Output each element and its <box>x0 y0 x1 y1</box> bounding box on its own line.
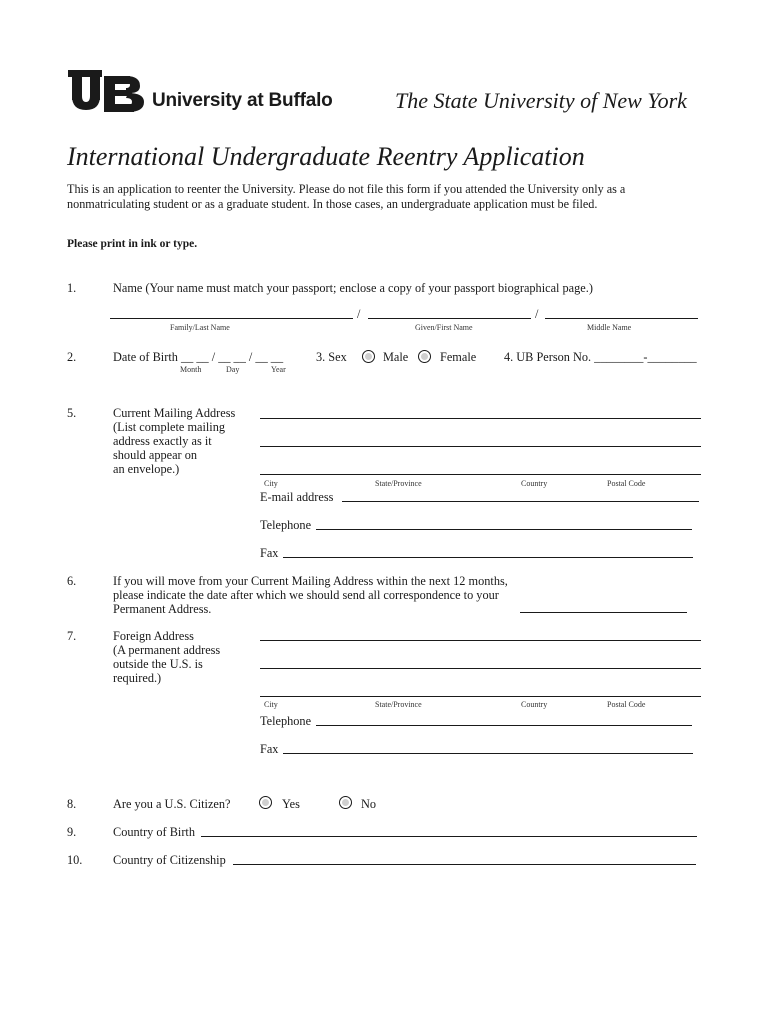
mailing-country-caption: Country <box>521 479 548 488</box>
q2-number: 2. <box>67 350 77 364</box>
foreign-state-caption: State/Province <box>375 700 422 709</box>
q7-number: 7. <box>67 629 77 643</box>
q5-label-line-1: Current Mailing Address <box>113 406 236 420</box>
intro-text <box>67 182 707 212</box>
q1-number: 1. <box>67 281 77 295</box>
q7-label <box>113 629 220 685</box>
q5-label <box>113 406 235 476</box>
given-name-field[interactable] <box>368 318 531 319</box>
university-subtitle: The State University of New York <box>395 88 687 113</box>
q8-number: 8. <box>67 797 77 811</box>
mailing-telephone-field[interactable] <box>316 529 692 530</box>
email-label: E-mail address <box>260 490 334 504</box>
name-separator-1: / <box>357 307 361 321</box>
mailing-fax-label: Fax <box>260 546 279 560</box>
foreign-city-caption: City <box>264 700 278 709</box>
mailing-address-line-1[interactable] <box>260 418 701 419</box>
foreign-address-line-2[interactable] <box>260 668 701 669</box>
mailing-postal-caption: Postal Code <box>607 479 646 488</box>
foreign-address-line-3[interactable] <box>260 696 701 697</box>
page-title: International Undergraduate Reentry Application <box>67 142 585 171</box>
mailing-telephone-label: Telephone <box>260 518 312 532</box>
foreign-country-caption: Country <box>521 700 548 709</box>
q6-number: 6. <box>67 574 77 588</box>
ub-logo <box>68 70 144 112</box>
family-name-caption: Family/Last Name <box>170 323 230 332</box>
foreign-address-line-1[interactable] <box>260 640 701 641</box>
sex-male-label: Male <box>383 350 409 364</box>
q5-label-line-5: an envelope.) <box>113 462 180 476</box>
q7-label-line-3: outside the U.S. is <box>113 657 203 671</box>
foreign-telephone-field[interactable] <box>316 725 692 726</box>
dob-year-caption: Year <box>271 365 286 374</box>
foreign-postal-caption: Postal Code <box>607 700 646 709</box>
family-name-field[interactable] <box>110 318 353 319</box>
dob-month-caption: Month <box>180 365 202 374</box>
name-separator-2: / <box>535 307 539 321</box>
mailing-state-caption: State/Province <box>375 479 422 488</box>
middle-name-field[interactable] <box>545 318 698 319</box>
q7-label-line-4: required.) <box>113 671 162 685</box>
q9-number: 9. <box>67 825 77 839</box>
q3-sex-label: 3. Sex <box>316 350 347 364</box>
mailing-address-line-3[interactable] <box>260 474 701 475</box>
sex-female-label: Female <box>440 350 477 364</box>
sex-male-radio[interactable] <box>362 350 375 363</box>
ub-person-number-field[interactable]: 4. UB Person No. ________-________ <box>504 350 697 364</box>
q5-number: 5. <box>67 406 77 420</box>
q6-label-line-1: If you will move from your Current Mailing Address within the next 12 months, <box>113 574 508 588</box>
q5-label-line-3: address exactly as it <box>113 434 212 448</box>
email-field[interactable] <box>342 501 699 502</box>
country-of-birth-field[interactable] <box>201 836 697 837</box>
q6-label <box>113 574 508 616</box>
us-citizen-yes-label: Yes <box>282 797 300 811</box>
q5-label-line-2: (List complete mailing <box>113 420 226 434</box>
foreign-fax-label: Fax <box>260 742 279 756</box>
country-of-citizenship-label: Country of Citizenship <box>113 853 226 867</box>
q7-label-line-2: (A permanent address <box>113 643 221 657</box>
us-citizen-label: Are you a U.S. Citizen? <box>113 797 231 811</box>
us-citizen-yes-radio[interactable] <box>259 796 272 809</box>
q1-label: Name (Your name must match your passport; enclose a copy of your passport biographical page.) <box>113 281 593 295</box>
q10-number: 10. <box>67 853 83 867</box>
correspondence-date-field[interactable] <box>520 612 687 613</box>
mailing-fax-field[interactable] <box>283 557 693 558</box>
country-of-citizenship-field[interactable] <box>233 864 696 865</box>
us-citizen-no-radio[interactable] <box>339 796 352 809</box>
country-of-birth-label: Country of Birth <box>113 825 195 839</box>
print-instruction: Please print in ink or type. <box>67 238 198 250</box>
sex-female-radio[interactable] <box>418 350 431 363</box>
q6-label-line-3: Permanent Address. <box>113 602 212 616</box>
q6-label-line-2: please indicate the date after which we should send all correspondence to your <box>113 588 499 602</box>
mailing-city-caption: City <box>264 479 278 488</box>
university-name: University at Buffalo <box>152 90 333 111</box>
given-name-caption: Given/First Name <box>415 323 473 332</box>
mailing-address-line-2[interactable] <box>260 446 701 447</box>
q5-label-line-4: should appear on <box>113 448 198 462</box>
date-of-birth-field[interactable]: Date of Birth __ __ / __ __ / __ __ <box>113 350 284 364</box>
middle-name-caption: Middle Name <box>587 323 632 332</box>
q7-label-line-1: Foreign Address <box>113 629 194 643</box>
intro-line-2: nonmatriculating student or as a graduate student. In those cases, an undergraduate application must be filed. <box>67 197 598 211</box>
foreign-telephone-label: Telephone <box>260 714 312 728</box>
dob-day-caption: Day <box>226 365 240 374</box>
us-citizen-no-label: No <box>361 797 377 811</box>
foreign-fax-field[interactable] <box>283 753 693 754</box>
intro-line-1: This is an application to reenter the University. Please do not file this form if you attended the University only as a <box>67 182 626 196</box>
